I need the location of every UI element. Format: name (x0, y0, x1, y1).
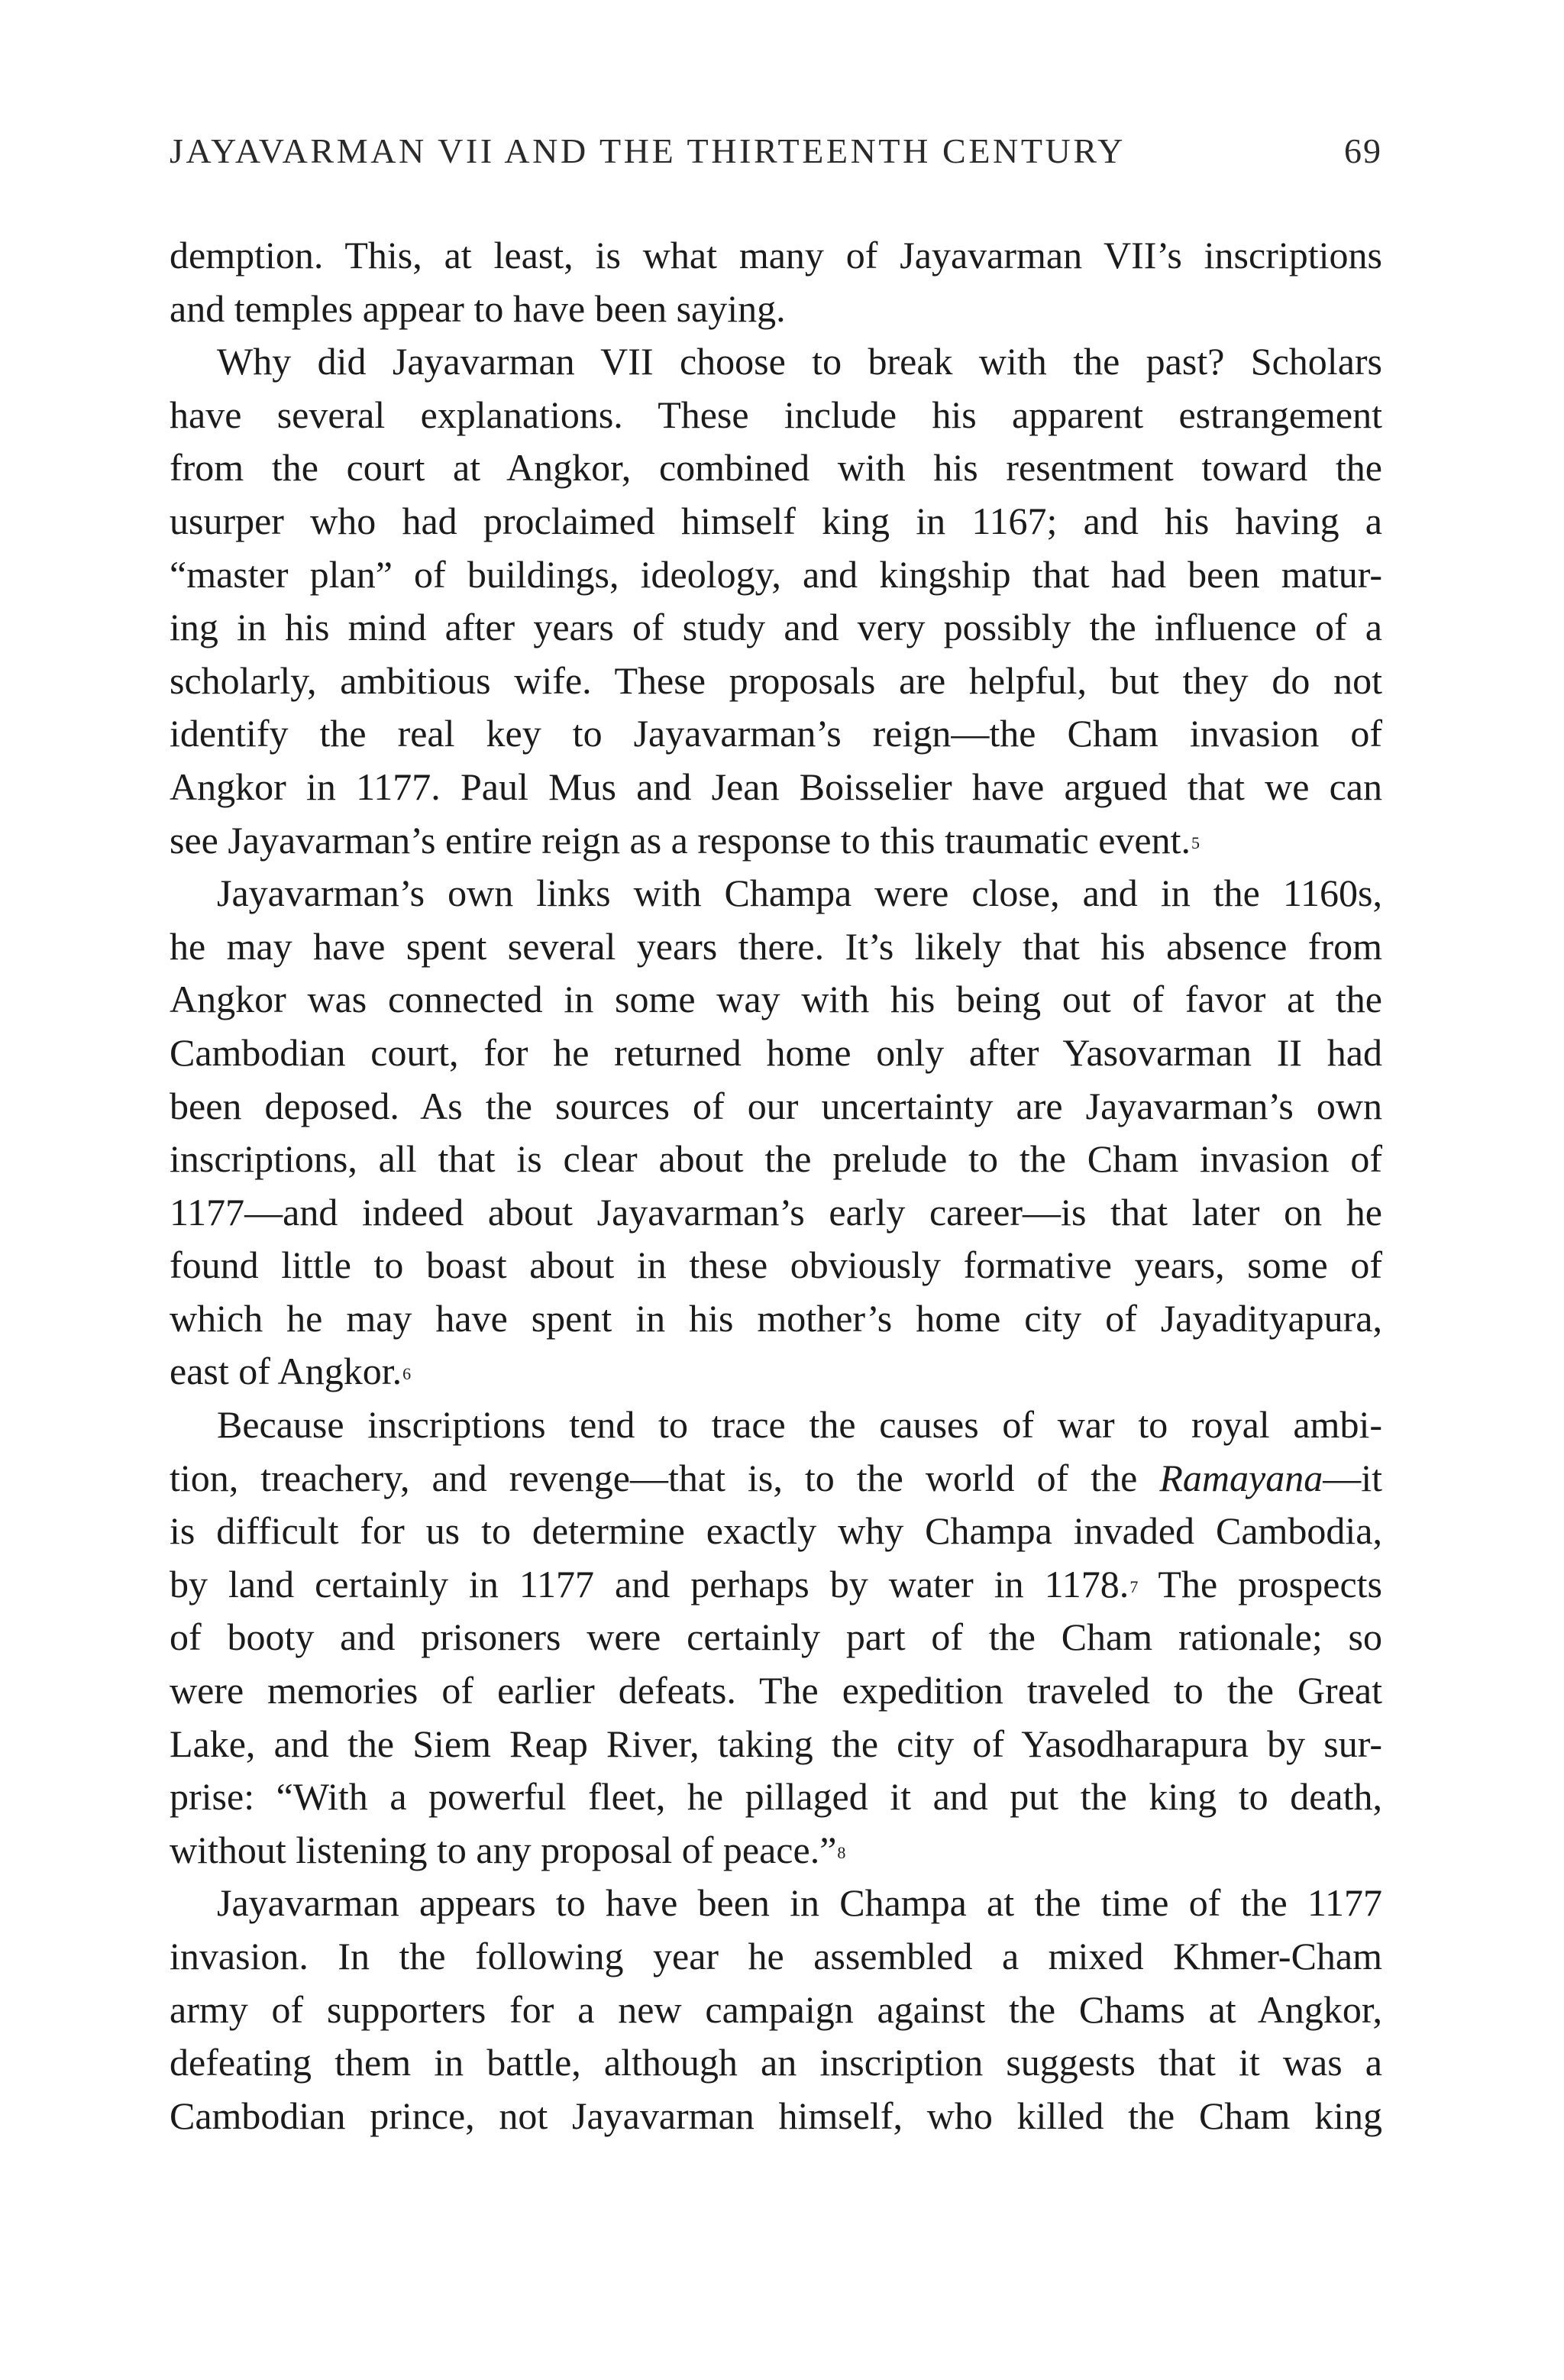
text-line (170, 2090, 1382, 2143)
line-text: Jayavarman’s own links with Champa were close, and in the 1160s, (217, 871, 1382, 915)
text-line (170, 441, 1382, 495)
line-text: demption. This, at least, is what many of Jayavarman VII’s inscriptions (170, 234, 1382, 276)
text-line (170, 1611, 1382, 1664)
footnote-reference[interactable]: 8 (837, 1842, 846, 1862)
line-text: Lake, and the Siem Reap River, taking the city of Yasodharapura by sur- (170, 1722, 1382, 1765)
text-line (170, 1718, 1382, 1771)
text-line (170, 867, 1382, 920)
text-line (170, 2036, 1382, 2090)
line-text: which he may have spent in his mother’s home city of Jayadityapura, (170, 1296, 1382, 1340)
body-text (170, 229, 1382, 2142)
text-line (170, 335, 1382, 389)
line-text: prise: “With a powerful fleet, he pillaged it and put the king to death, (170, 1775, 1382, 1819)
text-line (170, 707, 1382, 761)
line-text: Cambodian prince, not Jayavarman himself, who killed the Cham king (170, 2094, 1382, 2137)
text-line (170, 814, 1382, 868)
line-text: defeating them in battle, although an inscription suggests that it was a (170, 2041, 1382, 2084)
text-line (170, 1930, 1382, 1984)
line-text-continued: —it (1323, 1456, 1382, 1499)
line-text: usurper who had proclaimed himself king in 1167; and his having a (170, 499, 1382, 542)
line-text: inscriptions, all that is clear about the prelude to the Cham invasion of (170, 1137, 1382, 1181)
line-text: identify the real key to Jayavarman’s reign—the Cham invasion of (170, 712, 1382, 755)
text-line (170, 601, 1382, 655)
page-number: 69 (1344, 131, 1382, 170)
line-text: scholarly, ambitious wife. These proposals are helpful, but they do not (170, 658, 1382, 702)
line-text: been deposed. As the sources of our uncertainty are Jayavarman’s own (170, 1084, 1382, 1127)
italic-title: Ramayana (1159, 1456, 1323, 1499)
text-line (170, 1292, 1382, 1346)
line-text: were memories of earlier defeats. The expedition traveled to the Great (170, 1669, 1382, 1712)
footnote-reference[interactable]: 5 (1191, 833, 1200, 852)
text-line (170, 1558, 1382, 1612)
line-text: Cambodian court, for he returned home only after Yasovarman II had (170, 1030, 1382, 1074)
text-line (170, 1345, 1382, 1399)
line-text: 1177—and indeed about Jayavarman’s early career—is that later on he (170, 1190, 1382, 1234)
line-text: Jayavarman appears to have been in Champa at the time of the 1177 (217, 1881, 1382, 1925)
line-text: Angkor in 1177. Paul Mus and Jean Boisselier have argued that we can (170, 765, 1382, 808)
text-line (170, 283, 1382, 336)
text-line (170, 1186, 1382, 1240)
footnote-reference[interactable]: 7 (1129, 1576, 1139, 1596)
line-text: army of supporters for a new campaign against the Chams at Angkor, (170, 1987, 1382, 2031)
text-line (170, 1877, 1382, 1930)
chapter-running-title: JAYAVARMAN VII AND THE THIRTEENTH CENTURY (170, 131, 1126, 170)
text-line (170, 1984, 1382, 2037)
line-text: and temples appear to have been saying. (170, 286, 786, 330)
text-line (170, 1664, 1382, 1718)
line-text: east of Angkor. (170, 1350, 402, 1393)
line-text: is difficult for us to determine exactly why Champa invaded Cambodia, (170, 1509, 1382, 1553)
text-line (170, 920, 1382, 974)
line-text: have several explanations. These include his apparent estrangement (170, 393, 1382, 436)
text-line (170, 1133, 1382, 1186)
line-text: “master plan” of buildings, ideology, and kingship that had been matur- (170, 552, 1382, 596)
text-line (170, 1452, 1382, 1505)
text-line (170, 1505, 1382, 1558)
text-line (170, 389, 1382, 442)
text-line (170, 655, 1382, 708)
footnote-reference[interactable]: 6 (402, 1364, 412, 1384)
line-text: from the court at Angkor, combined with his resentment toward the (170, 446, 1382, 490)
line-text: by land certainly in 1177 and perhaps by water in 1178. (170, 1562, 1129, 1606)
line-text: Angkor was connected in some way with his being out of favor at the (170, 978, 1382, 1021)
text-line (170, 1239, 1382, 1292)
line-text: Because inscriptions tend to trace the causes of war to royal ambi- (217, 1403, 1382, 1447)
text-line (170, 1027, 1382, 1080)
line-text: without listening to any proposal of peace.” (170, 1828, 837, 1871)
line-text: ing in his mind after years of study and very possibly the influence of a (170, 606, 1382, 649)
line-text: tion, treachery, and revenge—that is, to the world of the (170, 1456, 1160, 1499)
text-line (170, 495, 1382, 548)
line-text-continued: The prospects (1138, 1562, 1382, 1606)
line-text: see Jayavarman’s entire reign as a response to this traumatic event. (170, 818, 1191, 862)
text-line (170, 548, 1382, 602)
line-text: Why did Jayavarman VII choose to break with the past? Scholars (217, 340, 1382, 383)
text-line (170, 1399, 1382, 1452)
text-line (170, 1824, 1382, 1877)
text-line (170, 973, 1382, 1027)
text-line (170, 761, 1382, 814)
line-text: found little to boast about in these obviously formative years, some of (170, 1243, 1382, 1287)
running-head (170, 122, 1382, 179)
line-text: he may have spent several years there. It’s likely that his absence from (170, 924, 1382, 968)
text-line (170, 1770, 1382, 1824)
line-text: of booty and prisoners were certainly part of the Cham rationale; so (170, 1615, 1382, 1659)
text-line (170, 229, 1382, 283)
text-line (170, 1080, 1382, 1133)
line-text: invasion. In the following year he assembled a mixed Khmer-Cham (170, 1935, 1382, 1977)
